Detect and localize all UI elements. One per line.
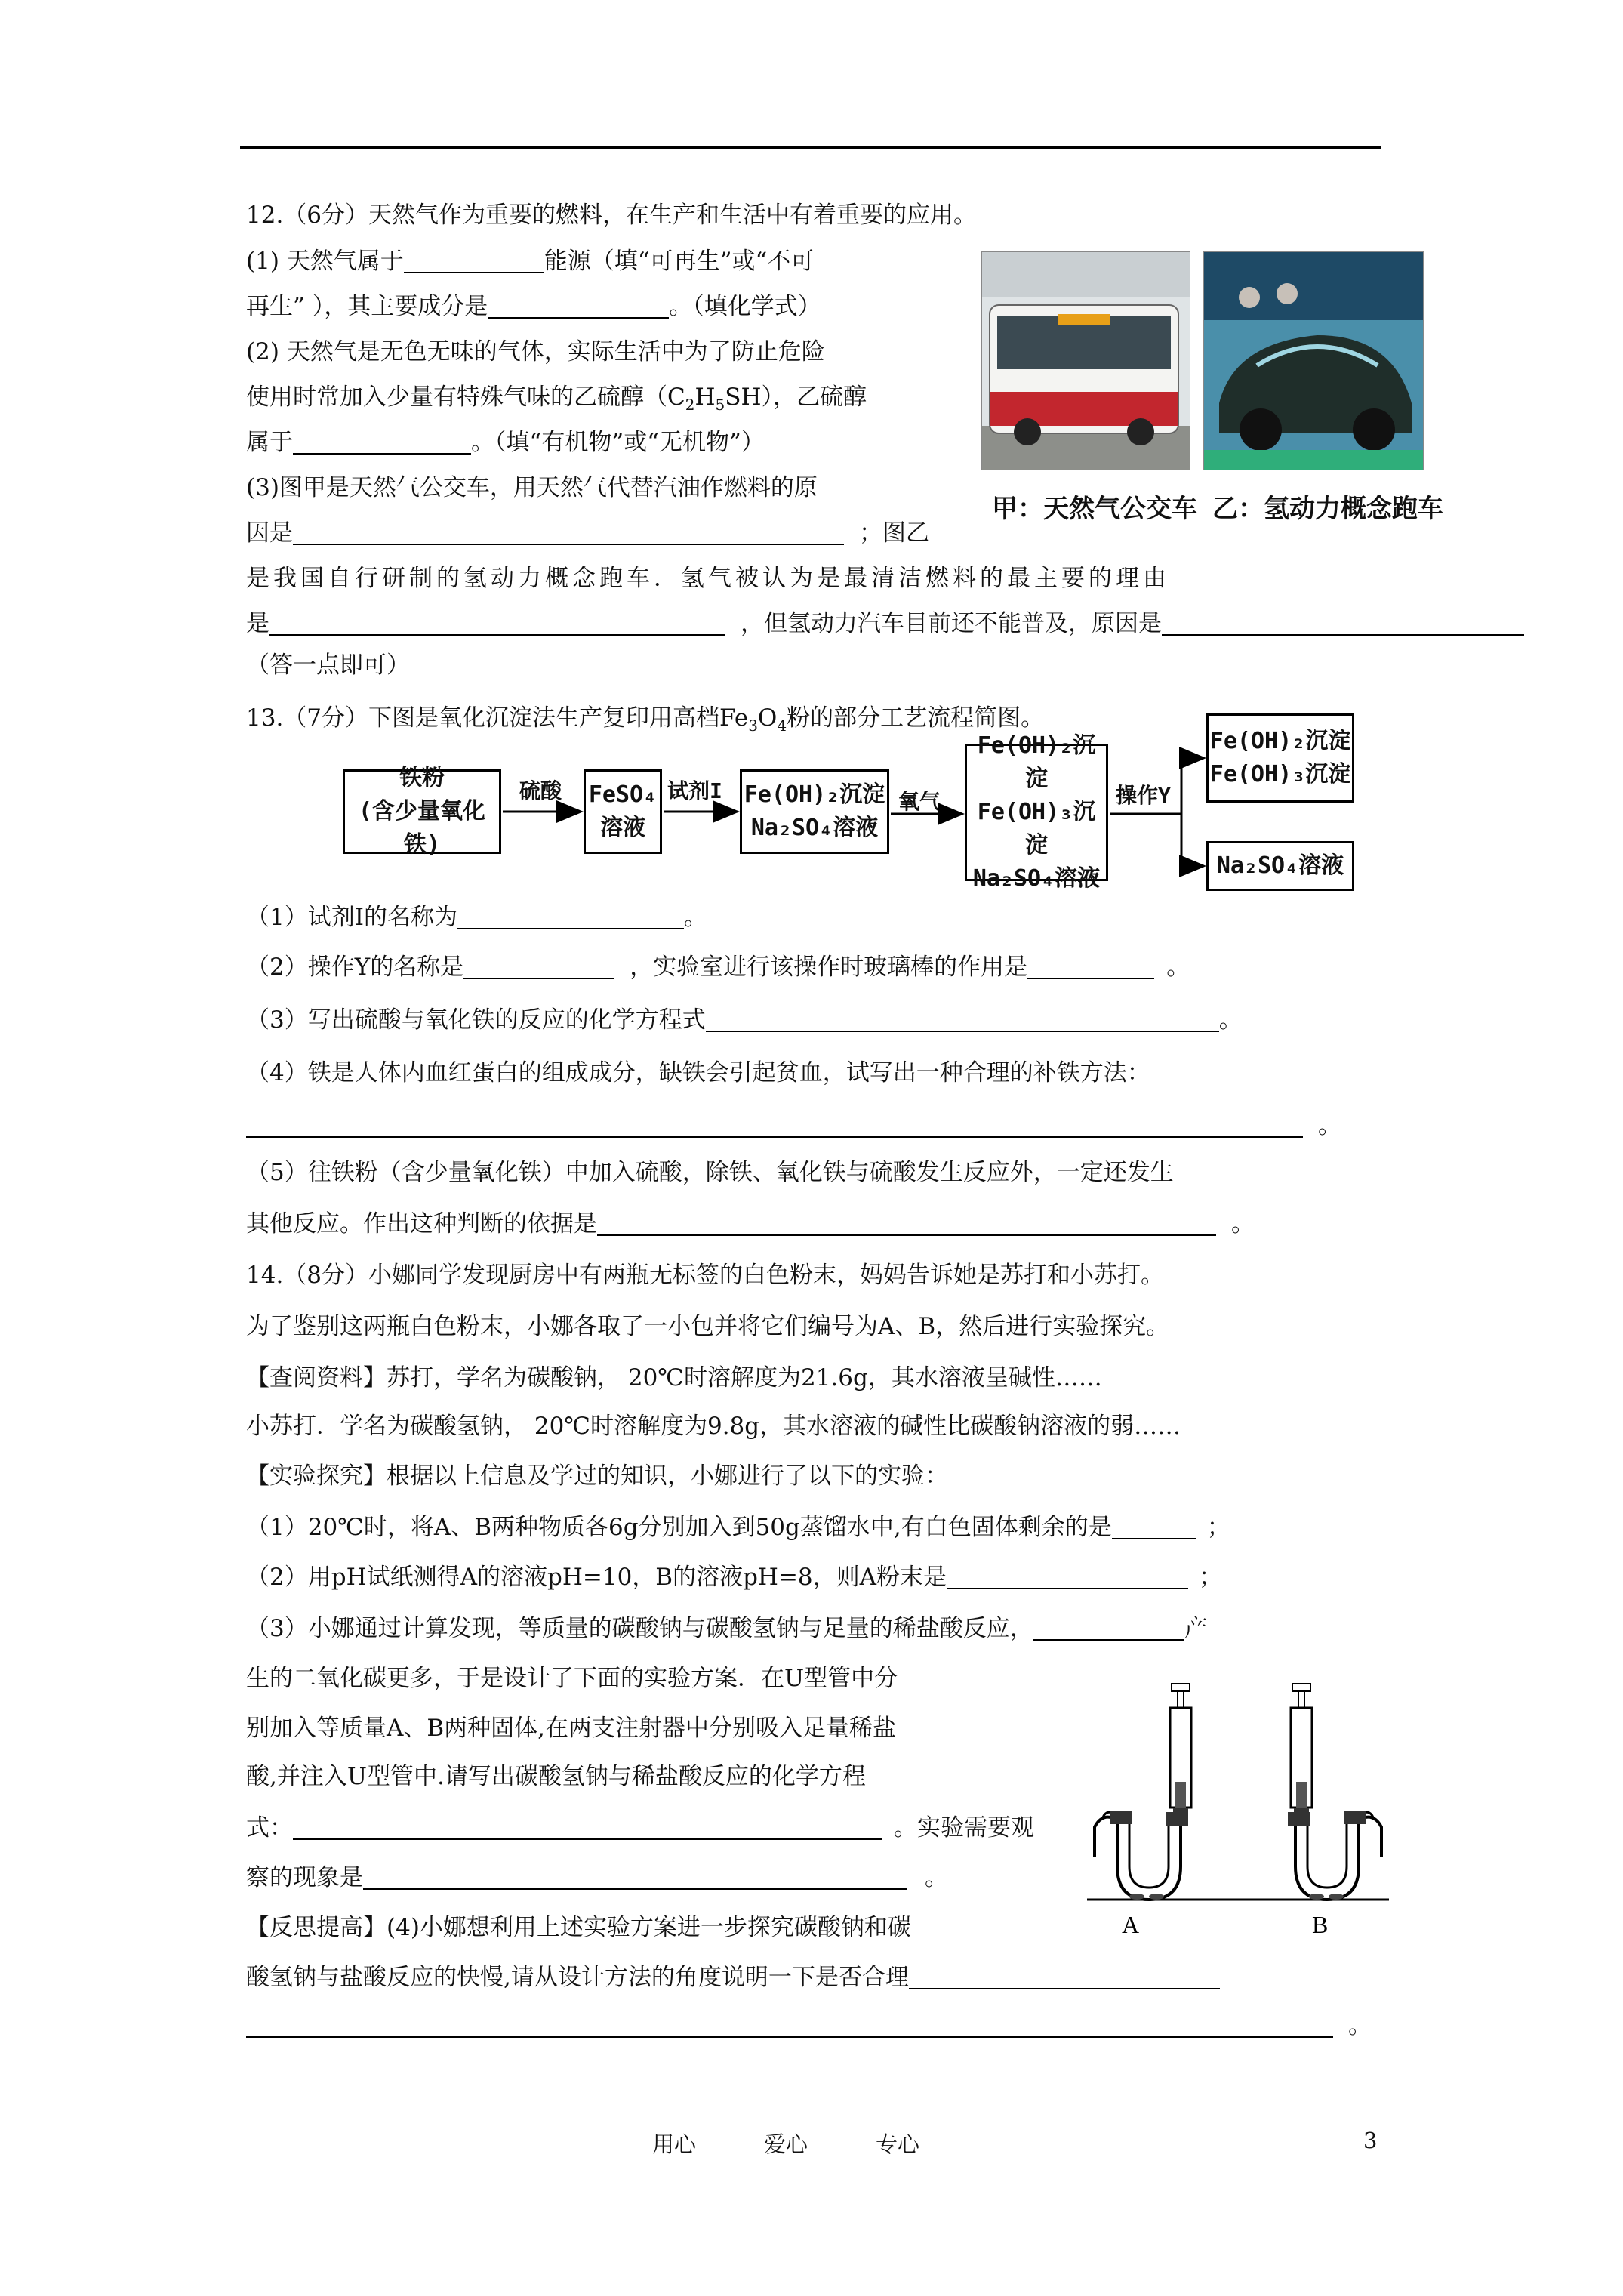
flow-box-feso4: FeSO₄ 溶液 <box>584 769 662 854</box>
q12-line-10: （答一点即可） <box>246 652 410 679</box>
q13-part-2: （2）操作Y的名称是 ，实验室进行该操作时玻璃棒的作用是 。 <box>246 954 1190 981</box>
answer-blank[interactable] <box>909 1962 1220 1989</box>
bus-caption: 甲：天然气公交车 <box>992 494 1197 524</box>
q13-part-4: （4）铁是人体内血红蛋白的组成成分，缺铁会引起贫血，试写出一种合理的补铁方法： <box>246 1059 1150 1086</box>
q13-part-5-cont: 其他反应。作出这种判断的依据是 。 <box>246 1210 1255 1237</box>
q12-line-5: 属于 。（填“有机物”或“无机物”） <box>246 429 765 456</box>
flow-label-operation-y: 操作Y <box>1116 783 1171 808</box>
answer-blank[interactable] <box>463 952 614 979</box>
footer-text-3: 专心 <box>876 2131 920 2157</box>
answer-blank[interactable] <box>947 1562 1188 1589</box>
flow-box-precipitate-1: Fe(OH)₂沉淀 Na₂SO₄溶液 <box>740 769 889 854</box>
q12-line-6: (3)图甲是天然气公交车，用天然气代替汽油作燃料的原 <box>246 474 818 501</box>
q13-part-3: （3）写出硫酸与氧化铁的反应的化学方程式 。 <box>246 1006 1243 1034</box>
q14-line-15: 酸氢钠与盐酸反应的快慢,请从设计方法的角度说明一下是否合理 <box>246 1960 1220 1995</box>
flow-label-reagent-i: 试剂I <box>667 778 722 803</box>
q14-line-2: 为了鉴别这两瓶白色粉末，小娜各取了一小包并将它们编号为A、B，然后进行实验探究。 <box>246 1313 1170 1340</box>
u-tube-b <box>1288 1684 1381 1900</box>
q13-part-5: （5）往铁粉（含少量氧化铁）中加入硫酸，除铁、氧化铁与硫酸发生反应外，一定还发生 <box>246 1159 1174 1186</box>
answer-blank[interactable] <box>246 1111 1303 1138</box>
q12-line-4: 使用时常加入少量有特殊气味的乙硫醇$(C_2H_5SH)$，乙硫醇 <box>246 384 867 414</box>
u-tube-apparatus-diagram <box>1072 1669 1404 1948</box>
label-a: A <box>1122 1911 1140 1938</box>
flow-box-iron-powder: 铁粉 (含少量氧化铁) <box>343 769 501 854</box>
q14-line-12: 式： 。实验需要观 <box>246 1814 1034 1841</box>
q12-line-7: 因是 ；图乙 <box>246 519 929 547</box>
answer-blank[interactable] <box>363 1863 907 1890</box>
flow-box-precipitate-2: Fe(OH)₂沉淀 Fe(OH)₃沉淀 Na₂SO₄溶液 <box>965 744 1108 881</box>
q13-title: 13.（7分）下图是氧化沉淀法生产复印用高档$Fe_3O_4$粉的部分工艺流程简图。 <box>246 704 1045 735</box>
q14-line-10: 别加入等质量A、B两种固体,在两支注射器中分别吸入足量稀盐 <box>246 1715 897 1742</box>
q12-line-1: (1) 天然气属于 能源（填“可再生”或“不可 <box>246 248 815 275</box>
answer-blank[interactable] <box>457 902 684 929</box>
q14-title: 14.（8分）小娜同学发现厨房中有两瓶无标签的白色粉末，妈妈告诉她是苏打和小苏打。 <box>246 1262 1165 1289</box>
flow-arrows <box>0 0 1623 982</box>
q14-line-7: （2）用pH试纸测得A的溶液pH=10，B的溶液pH=8，则A粉末是 ； <box>246 1564 1223 1591</box>
answer-blank[interactable] <box>1033 1613 1184 1641</box>
q13-part-4-answer: 。 <box>246 1108 1341 1143</box>
answer-blank[interactable] <box>706 1005 1219 1032</box>
answer-blank[interactable] <box>1027 952 1154 979</box>
footer-text-2: 爱心 <box>764 2131 808 2157</box>
q14-line-8: （3）小娜通过计算发现，等质量的碳酸钠与碳酸氢钠与足量的稀盐酸反应， 产 <box>246 1615 1208 1642</box>
q14-line-3: 【查阅资料】苏打，学名为碳酸钠， 20℃时溶解度为21.6g，其水溶液呈碱性…… <box>246 1364 1102 1391</box>
flow-label-sulfuric-acid: 硫酸 <box>519 778 562 803</box>
q12-line-9: 是 ，但氢动力汽车目前还不能普及，原因是 <box>246 606 1524 641</box>
q14-line-4: 小苏打．学名为碳酸氢钠， 20℃时溶解度为9.8g，其水溶液的碱性比碳酸钠溶液的弱…… <box>246 1413 1181 1440</box>
answer-blank[interactable] <box>1112 1512 1196 1539</box>
footer-text-1: 用心 <box>652 2131 697 2157</box>
q14-line-16: 。 <box>246 2008 1372 2043</box>
flow-box-precipitate-output: Fe(OH)₂沉淀 Fe(OH)₃沉淀 <box>1206 713 1354 803</box>
q14-line-5: 【实验探究】根据以上信息及学过的知识，小娜进行了以下的实验： <box>246 1462 948 1490</box>
q12-line-2: 再生” ），其主要成分是 。（填化学式） <box>246 293 821 320</box>
flow-label-oxygen: 氧气 <box>898 789 941 814</box>
flow-box-na2so4-output: Na₂SO₄溶液 <box>1206 841 1354 891</box>
q14-line-13: 察的现象是 。 <box>246 1864 948 1891</box>
q12-line-3: (2) 天然气是无色无味的气体，实际生活中为了防止危险 <box>246 338 825 365</box>
q12-line-8: 是我国自行研制的氢动力概念跑车．氢气被认为是最清洁燃料的最主要的理由 <box>246 565 1170 592</box>
q14-line-14: 【反思提高】(4)小娜想利用上述实验方案进一步探究碳酸钠和碳 <box>246 1914 911 1941</box>
q14-line-11: 酸,并注入U型管中.请写出碳酸氢钠与稀盐酸反应的化学方程 <box>246 1763 866 1790</box>
q14-line-9: 生的二氧化碳更多，于是设计了下面的实验方案．在U型管中分 <box>246 1665 898 1692</box>
label-b: B <box>1312 1911 1329 1938</box>
u-tube-a <box>1095 1684 1191 1900</box>
q12-title: 12.（6分）天然气作为重要的燃料，在生产和生活中有着重要的应用。 <box>246 202 978 229</box>
q14-line-6: （1）20℃时，将A、B两种物质各6g分别加入到50g蒸馏水中,有白色固体剩余的是 ； <box>246 1514 1230 1541</box>
answer-blank[interactable] <box>293 1813 882 1840</box>
q13-part-1: （1）试剂I的名称为 。 <box>246 904 707 931</box>
car-caption: 乙：氢动力概念跑车 <box>1212 494 1443 524</box>
answer-blank[interactable] <box>597 1209 1216 1236</box>
answer-blank[interactable] <box>246 2011 1333 2038</box>
page-number: 3 <box>1363 2128 1378 2153</box>
